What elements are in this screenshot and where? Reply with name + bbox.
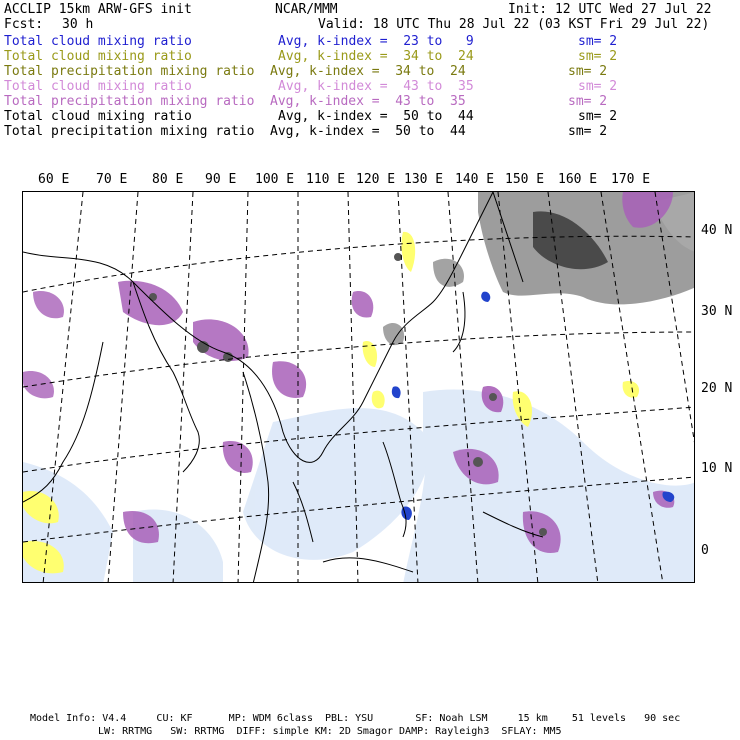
forecast-map [23,192,695,583]
lon-label-120e: 120 E [356,172,396,187]
lon-label-170e: 170 E [611,172,651,187]
model-title: ACCLIP 15km ARW-GFS init [4,2,192,17]
legend-row-4-sm: sm= 2 [578,79,618,94]
org-label: NCAR/MMM [275,2,338,17]
init-time: Init: 12 UTC Wed 27 Jul 22 [508,2,712,17]
lat-label-10n: 10 N [701,461,733,476]
legend-row-2-sm: sm= 2 [578,49,618,64]
lon-label-140e: 140 E [455,172,495,187]
legend-row-1-sm: sm= 2 [578,34,618,49]
legend-row-6-sm: sm= 2 [578,109,618,124]
legend-row-1-label: Total cloud mixing ratio [4,34,192,49]
footer-physics-info: LW: RRTMG SW: RRTMG DIFF: simple KM: 2D Smagor DAMP: Rayleigh3 SFLAY: MM5 [98,726,562,737]
legend-row-6-label: Total cloud mixing ratio [4,109,192,124]
lat-label-20n: 20 N [701,381,733,396]
lon-label-110e: 110 E [306,172,346,187]
legend-row-3-avg: Avg, k-index = 34 to 24 [270,64,466,79]
footer-model-info: Model Info: V4.4 CU: KF MP: WDM 6class PBL: YSU SF: Noah LSM 15 km 51 levels 90 sec [30,713,681,724]
legend-row-6-avg: Avg, k-index = 50 to 44 [278,109,474,124]
lon-label-160e: 160 E [558,172,598,187]
valid-time: Valid: 18 UTC Thu 28 Jul 22 (03 KST Fri 29 Jul 22) [318,17,710,32]
forecast-label: Fcst: [4,17,44,32]
legend-row-3-label: Total precipitation mixing ratio [4,64,255,79]
legend-row-3-sm: sm= 2 [568,64,608,79]
legend-row-2-avg: Avg, k-index = 34 to 24 [278,49,474,64]
lon-label-60e: 60 E [38,172,70,187]
legend-row-7-label: Total precipitation mixing ratio [4,124,255,139]
map-panel [22,191,695,583]
legend-row-4-avg: Avg, k-index = 43 to 35 [278,79,474,94]
lon-label-90e: 90 E [205,172,237,187]
forecast-hour: 30 h [62,17,94,32]
legend-row-7-avg: Avg, k-index = 50 to 44 [270,124,466,139]
legend-row-4-label: Total cloud mixing ratio [4,79,192,94]
lat-label-0: 0 [701,543,709,558]
legend-row-5-sm: sm= 2 [568,94,608,109]
legend-row-5-label: Total precipitation mixing ratio [4,94,255,109]
lat-label-30n: 30 N [701,304,733,319]
lon-label-100e: 100 E [255,172,295,187]
legend-row-5-avg: Avg, k-index = 43 to 35 [270,94,466,109]
lon-label-130e: 130 E [404,172,444,187]
lat-label-40n: 40 N [701,223,733,238]
legend-row-7-sm: sm= 2 [568,124,608,139]
legend-row-2-label: Total cloud mixing ratio [4,49,192,64]
legend-row-1-avg: Avg, k-index = 23 to 9 [278,34,474,49]
lon-label-80e: 80 E [152,172,184,187]
lon-label-70e: 70 E [96,172,128,187]
lon-label-150e: 150 E [505,172,545,187]
